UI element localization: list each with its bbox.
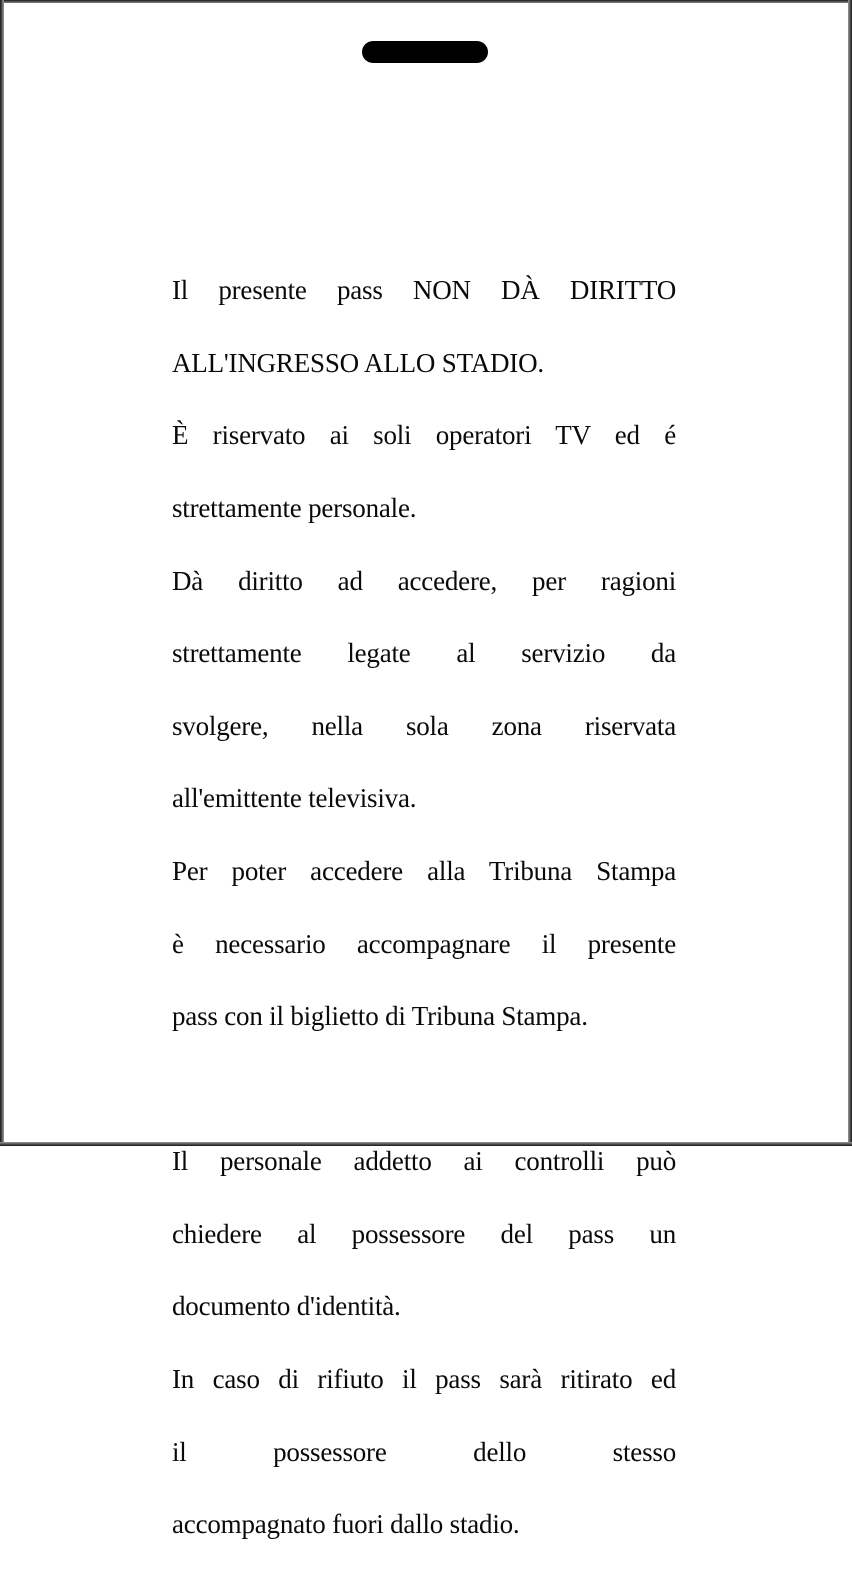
text-line: il possessore dello stesso [172,1436,676,1467]
text-line: documento d'identità. [172,1291,401,1322]
text-line: In caso di rifiuto il pass sarà ritirato ed [172,1363,676,1394]
text-line: ALL'INGRESSO ALLO STADIO. [172,347,544,378]
text-line: svolgere, nella sola zona riservata [172,710,676,741]
text-line: è necessario accompagnare il presente [172,928,676,959]
text-line: È riservato ai soli operatori TV ed é [172,420,676,451]
text-line: strettamente legate al servizio da [172,638,676,669]
text-line: Il presente pass NON DÀ DIRITTO [172,275,676,306]
text-line: chiedere al possessore del pass un [172,1218,676,1249]
lanyard-slot [362,41,488,63]
text-line: accompagnato fuori dallo stadio. [172,1509,520,1540]
card-edge-right [848,0,852,1146]
pass-conditions-text [172,236,676,1579]
text-line: Dà diritto ad accedere, per ragioni [172,565,676,596]
card-edge-left [0,0,4,1146]
conditions-paragraph-2 [172,1107,676,1579]
text-line: Il personale addetto ai controlli può [172,1146,676,1177]
text-line: pass con il biglietto di Tribuna Stampa. [172,1001,588,1032]
text-line: Per poter accedere alla Tribuna Stampa [172,856,676,887]
card-edge-top [0,0,852,3]
text-line: strettamente personale. [172,493,417,524]
conditions-paragraph-1 [172,236,676,1071]
text-line: all'emittente televisiva. [172,783,417,814]
